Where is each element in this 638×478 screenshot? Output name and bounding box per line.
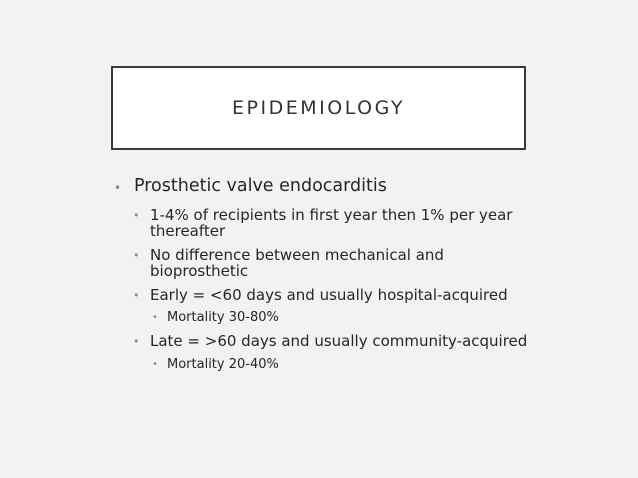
bullet-item-early — [112, 287, 532, 303]
bullet-dot-icon: • — [133, 208, 140, 222]
bullet-dot-icon: • — [114, 181, 122, 195]
bullet-item-early-mortality — [112, 311, 532, 324]
bullet-list — [112, 178, 532, 380]
bullet-item-no-difference — [112, 247, 532, 279]
bullet-dot-icon: • — [133, 335, 140, 349]
bullet-item-late-mortality — [112, 358, 532, 371]
bullet-item-incidence — [112, 207, 532, 239]
bullet-text: Early = <60 days and usually hospital-acquired — [150, 286, 508, 305]
bullet-text: Late = >60 days and usually community-acquired — [150, 332, 528, 351]
title-box — [111, 66, 526, 150]
bullet-dot-icon: • — [133, 289, 140, 303]
bullet-dot-icon: • — [152, 312, 158, 324]
bullet-item-late — [112, 333, 532, 349]
bullet-text: 1-4% of recipients in first year then 1% per year thereafter — [150, 205, 513, 240]
bullet-text: Mortality 20-40% — [167, 356, 279, 372]
bullet-dot-icon: • — [133, 248, 140, 262]
slide-title: EPIDEMIOLOGY — [232, 97, 405, 119]
bullet-text: No difference between mechanical and bioprosthetic — [150, 245, 444, 281]
bullet-dot-icon: • — [152, 358, 158, 370]
bullet-text: Mortality 30-80% — [167, 310, 279, 326]
bullet-item-prosthetic-valve — [112, 178, 532, 196]
bullet-text: Prosthetic valve endocarditis — [134, 176, 387, 196]
